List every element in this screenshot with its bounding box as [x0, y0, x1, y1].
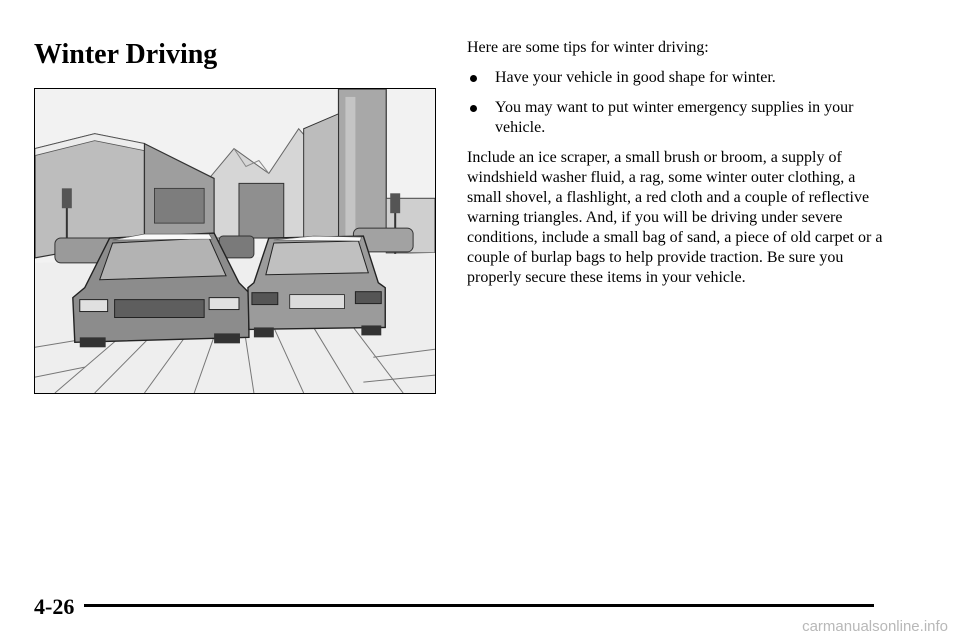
body-paragraph: Include an ice scraper, a small brush or broom, a supply of windshield washer fluid, a rag, some winter outer clothing, a small shovel, a flashlight, a red cloth and a couple of reflective warning triangles. And, if you will be driving under severe conditions, include a small bag of sand, a piece of old carpet or a couple of burlap bags to help provide traction. Be sure you properly secure these items in your vehicle.: [467, 149, 883, 286]
list-item: [467, 98, 887, 138]
page-title: Winter Driving: [34, 39, 218, 70]
bullet-icon: [470, 75, 477, 82]
footer-divider: [84, 604, 874, 607]
winter-street-illustration-icon: [35, 89, 435, 393]
bullet-icon: [470, 105, 477, 112]
winter-street-illustration: [34, 88, 436, 394]
intro-text: Here are some tips for winter driving:: [467, 39, 709, 56]
bullet-text: You may want to put winter emergency supplies in your vehicle.: [495, 99, 854, 136]
page-number: 4-26: [34, 594, 75, 619]
watermark: carmanualsonline.info: [802, 618, 948, 635]
list-item: [467, 68, 887, 88]
bullet-text: Have your vehicle in good shape for winter.: [495, 69, 776, 86]
body-text-column: [467, 38, 887, 288]
